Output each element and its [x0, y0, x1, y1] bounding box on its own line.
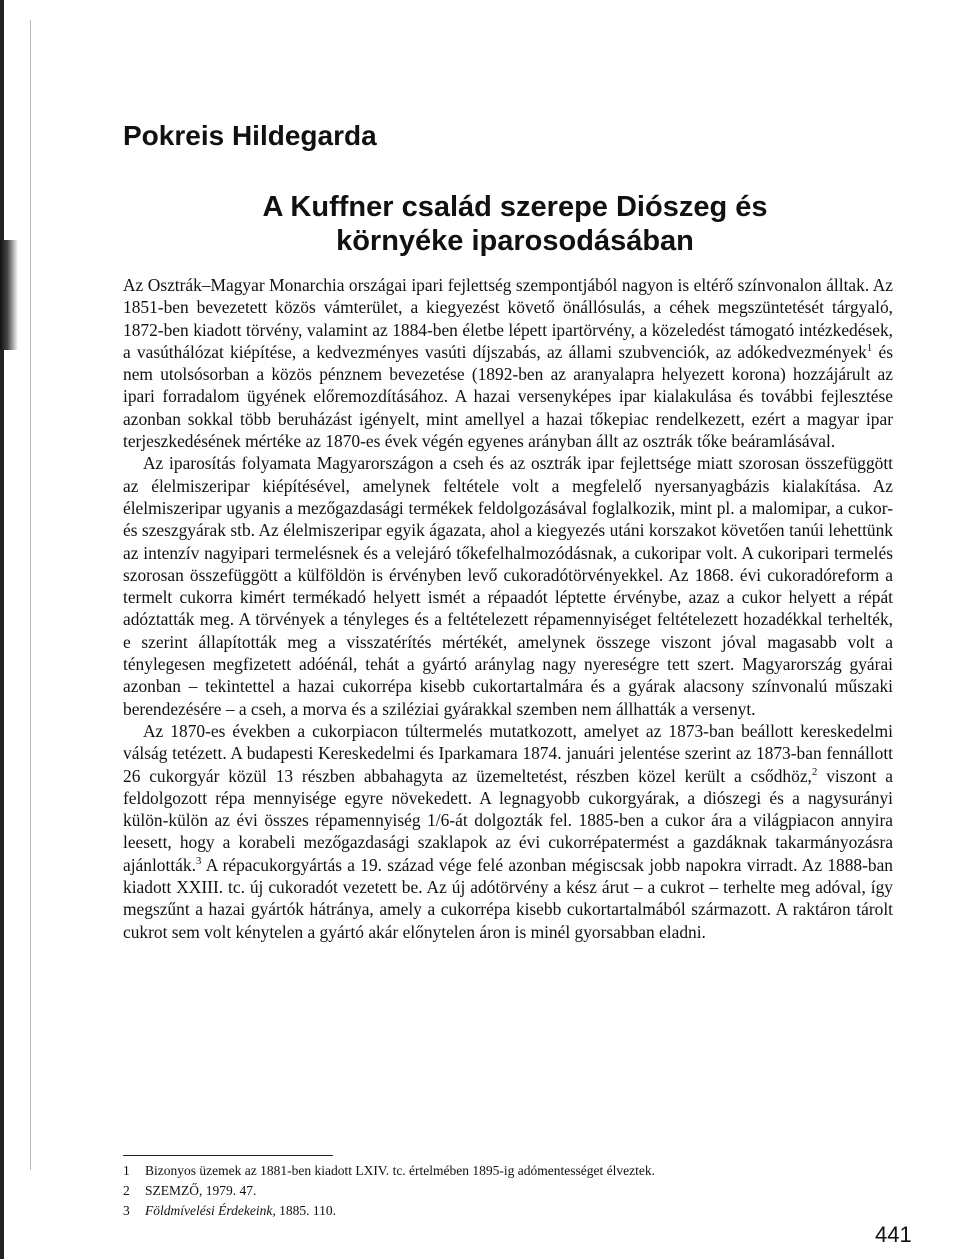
paragraph	[123, 720, 893, 943]
footnote	[123, 1161, 893, 1181]
footnote	[123, 1181, 893, 1201]
footnote-text	[145, 1161, 655, 1181]
text-run: Az iparosítás folyamata Magyarországon a cseh és az osztrák ipar fejlettsége miatt szorosan összefüggött az élelmiszeripar kiépítésével, amelynek feltétele volt a megfelelő nyersanyagbázis kialakítása. Az élelmiszeripar ugyanis a mezőgazdasági termékek feldolgozásával foglalkozik, mint pl. a malomipar, a cukor- és szeszgyárak stb. Az élelmiszeripar egyik ágazata, ahol a kiegyezés utáni korszakot követően tanúi lehettünk az intenzív nagyipari termelésnek és a velejáró tőkefelhalmozódásnak, a cukoripar volt. A cukoripari termelés szorosan összefüggött a külföldön is érvényben levő cukoradótörvényekkel. Az 1868. évi cukoradóreform a termelt cukorra kimért termékadó helyett ismét a répaadót léptette érvénybe, azaz a cukor helyett a répát adóztatták meg. A törvények a tényleges és a feltételezett répamennyiséget feltételezett hozadékkal terhelték, e szerint állapították meg a visszatérítés mértékét, amelynek összege viszont jóval magasabb volt a ténylegesen megfizetett adóénál, tehát a gyártó aránylag nagy nyereségre tett szert. Magyarország gyárai azonban – tekintettel a hazai cukorrépa kisebb cukortartalmára és a gyárak alacsony színvonalú műszaki berendezésére – a cseh, a morva és a sziléziai gyárakkal szemben nem állhatták a versenyt.	[123, 453, 893, 719]
scan-edge	[0, 0, 4, 1259]
paragraph	[123, 452, 893, 720]
footnote-text	[145, 1201, 336, 1221]
footnote-ref: 3	[195, 854, 202, 867]
footnote-separator	[123, 1155, 333, 1156]
italic-text: Földmívelési Érdekeink,	[145, 1203, 276, 1218]
scan-shadow	[0, 240, 18, 350]
text-run: viszont a feldolgozott répa mennyisége egyre növekedett. A legnagyobb cukorgyárak, a diószegi és a nagysurányi külön-külön az évi összes répamennyiség 1/6-át dolgozták fel. 1885-ben a cukor ára a világpiacon annyira leesett, hogy a korabeli mezőgazdasági szaklapok az évi cukorrépatermést a gazdáknak takarmányozásra ajánlották.	[123, 765, 893, 875]
text-run: 1885. 110.	[275, 1203, 336, 1218]
footnote-number: 3	[123, 1203, 130, 1218]
body-text	[123, 274, 893, 943]
paragraph	[123, 274, 893, 452]
text-run: és nem utolsósorban a közös pénznem bevezetése (1892-ben az aranyalapra helyezett korona) hozzájárult az ipari forradalom ügyének előremozdításához. A hazai versenyképes ipar kialakulása és további fejlesztése azonban sokkal több beruházást igényelt, mint amellyel a hazai tőkepiac rendelkezett, ezért a magyar ipar terjeszkedésének mértéke az 1870-es évek végén egyenes arányban állt az osztrák tőke beáramlásával.	[123, 341, 893, 452]
footnote-text	[145, 1181, 256, 1201]
text-run: Az Osztrák–Magyar Monarchia országai ipari fejlettség szempontjából nagyon is eltérő színvonalon álltak. Az 1851-ben bevezetett közös vámterület, a kiegyezést követő önállósulás, a céhek megszüntetését tárgyaló, 1872-ben kiadott törvény, valamint az 1884-ben életbe lépett ipartörvény, a közeledést támogató intézkedések, a vasúthálózat kiépítése, a kedvezményes vasúti díjszabás, az állami szubvenciók, az adókedvezmények	[123, 275, 893, 362]
text-run: Bizonyos üzemek az 1881-ben kiadott LXIV. tc. értelmében 1895-ig adómentességet élveztek.	[145, 1163, 655, 1178]
text-run: Az 1870-es években a cukorpiacon túltermelés mutatkozott, amelyet az 1873-ban beállott kereskedelmi válság tetézett. A budapesti Kereskedelmi és Iparkamara 1874. januári jelentése szerint az 1873-ban fennállott 26 cukorgyár közül 13 részben abbahagyta az üzemeltetést, részben közel került a csődhöz,	[123, 720, 893, 786]
footnote	[123, 1201, 893, 1221]
footnote-ref: 1	[866, 342, 873, 355]
text-run: A répacukorgyártás a 19. század vége felé azonban mégiscsak jobb napokra virradt. Az 1888-ban kiadott XXIII. tc. új cukoradót vezetett be. Az új adótörvény a kész árut – a cukrot – terhelte meg adóval, így megszűnt a hazai gyártók hátránya, amely a cukorrépa kisebb cukortartalmából származott. A raktáron tárolt cukrot sem volt kénytelen a gyártó akár előnytelen áron is minél gyorsabban eladni.	[123, 854, 893, 942]
article-title: A Kuffner család szerepe Diószeg és környéke iparosodásában	[262, 191, 768, 257]
author-name: Pokreis Hildegarda	[123, 120, 377, 151]
footnotes	[123, 1161, 893, 1221]
scan-margin-line	[30, 20, 31, 1170]
footnote-number: 1	[123, 1163, 130, 1178]
text-run: SZEMZŐ, 1979. 47.	[145, 1183, 257, 1198]
page-number: 441	[875, 1222, 912, 1247]
footnote-ref: 2	[811, 765, 818, 778]
footnote-number: 2	[123, 1183, 130, 1198]
